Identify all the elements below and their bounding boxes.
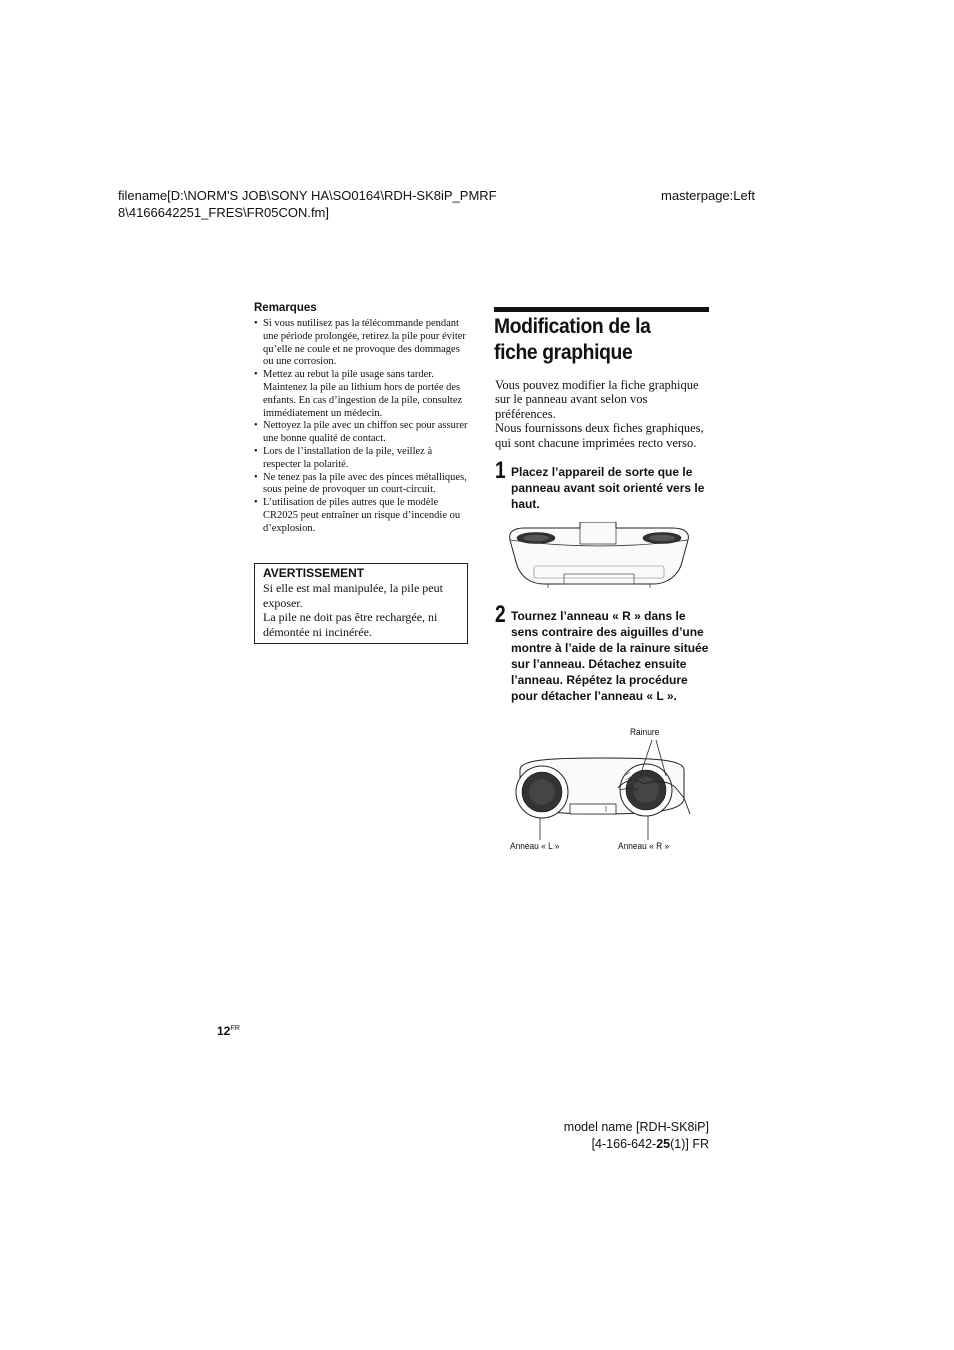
figure-device-face-up — [504, 522, 694, 590]
label-ring-left: Anneau « L » — [510, 841, 560, 852]
page-number-lang: FR — [230, 1025, 240, 1032]
remarks-item: • Ne tenez pas la pile avec des pinces métalliques, sous peine de provoquer un court-circuit. — [254, 472, 470, 498]
section-intro — [495, 378, 711, 450]
remarks-list — [254, 318, 470, 536]
section-title-line-2: fiche graphique — [494, 341, 633, 364]
header-filename — [118, 187, 538, 221]
remarks-item: • L’utilisation de piles autres que le modèle CR2025 peut entraîner un risque d’incendie ou d’explosion. — [254, 497, 470, 535]
label-groove: Rainure — [630, 727, 660, 738]
intro-paragraph-1: Vous pouvez modifier la fiche graphique sur le panneau avant selon vos préférences. — [495, 378, 699, 421]
footer-code-bold: 25 — [656, 1137, 671, 1151]
step-2-number: 2 — [495, 601, 506, 628]
footer-code-suffix: (1)] FR — [670, 1137, 709, 1151]
filename-line-1: filename[D:\NORM'S JOB\SONY HA\SO0164\RDH-SK8iP_PMRF — [118, 188, 497, 203]
footer-code — [540, 1136, 709, 1153]
remarks-section — [254, 302, 470, 536]
filename-line-2: 8\4166642251_FRES\FR05CON.fm] — [118, 205, 329, 220]
label-ring-right: Anneau « R » — [618, 841, 670, 852]
intro-paragraph-2: Nous fournissons deux fiches graphiques, qui sont chacune imprimées recto verso. — [495, 421, 704, 450]
step-2-text: Tournez l’anneau « R » dans le sens contraire des aiguilles d’une montre à l’aide de la rainure située sur l’anneau. Détachez ensuite l’anneau. Répétez la procédure pour détacher l’anneau « L ». — [511, 609, 709, 703]
remarks-item: • Lors de l’installation de la pile, veillez à respecter la polarité. — [254, 446, 470, 472]
section-title — [494, 314, 692, 366]
footer — [540, 1119, 709, 1153]
page-number — [217, 1024, 240, 1038]
step-1-number: 1 — [495, 457, 506, 484]
remarks-item: • Mettez au rebut la pile usage sans tarder. Maintenez la pile au lithium hors de portée des enfants. En cas d’ingestion de la pile, consultez immédiatement un médecin. — [254, 369, 470, 420]
section-title-line-1: Modification de la — [494, 315, 651, 338]
remarks-item: • Si vous nutilisez pas la télécommande pendant une période prolongée, retirez la pile pour éviter qu’elle ne coule et ne provoque des dommages ou une corrosion. — [254, 318, 470, 369]
page-number-value: 12 — [217, 1024, 231, 1038]
remarks-item: • Nettoyez la pile avec un chiffon sec pour assurer une bonne qualité de contact. — [254, 420, 470, 446]
step-1-text: Placez l’appareil de sorte que le panneau avant soit orienté vers le haut. — [511, 465, 705, 511]
footer-code-prefix: [4-166-642- — [591, 1137, 657, 1151]
section-rule — [494, 307, 709, 312]
header-masterpage: masterpage:Left — [661, 188, 755, 203]
warning-line-1: Si elle est mal manipulée, la pile peut exposer. — [263, 581, 443, 610]
footer-model: model name [RDH-SK8iP] — [563, 1120, 709, 1134]
warning-line-2: La pile ne doit pas être rechargée, ni démontée ni incinérée. — [263, 610, 438, 639]
warning-title: AVERTISSEMENT — [263, 566, 365, 580]
figure-remove-ring — [506, 740, 698, 840]
warning-box — [254, 563, 468, 644]
remarks-title: Remarques — [254, 302, 317, 314]
